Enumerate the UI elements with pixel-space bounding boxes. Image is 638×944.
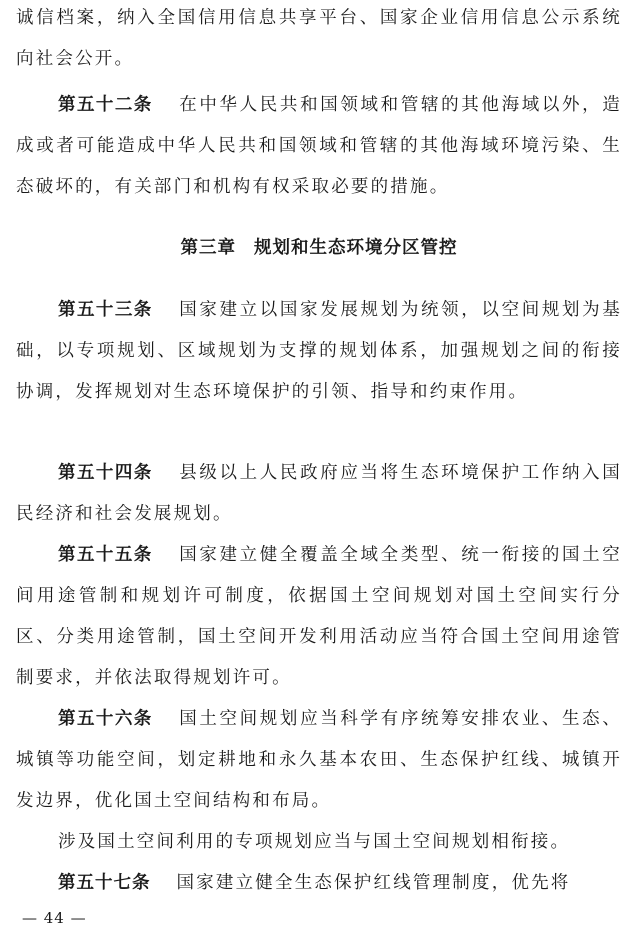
paragraph-intro-continuation (16, 0, 622, 80)
article-number: 第五十六条 (58, 709, 153, 729)
article-57 (16, 863, 622, 904)
paragraph-text: 涉及国土空间利用的专项规划应当与国土空间规划相衔接。 (58, 832, 571, 852)
article-number: 第五十二条 (58, 95, 153, 115)
article-number: 第五十五条 (58, 545, 153, 565)
article-text: 国土空间规划应当科学有序统筹安排农业、生态、城镇等功能空间，划定耕地和永久基本农田、生态保护红线、城镇开发边界，优化国土空间结构和布局。 (16, 709, 623, 811)
article-53 (16, 290, 622, 413)
article-56-continuation (16, 822, 622, 863)
chapter-heading (0, 228, 638, 269)
article-number: 第五十三条 (58, 300, 153, 320)
article-text: 国家建立以国家发展规划为统领，以空间规划为基础，以专项规划、区域规划为支撑的规划体系，加强规划之间的衔接协调，发挥规划对生态环境保护的引领、指导和约束作用。 (16, 300, 623, 402)
chapter-number: 第三章 (180, 238, 236, 258)
page-number: — 44 — (22, 909, 87, 927)
article-text: 国家建立健全生态保护红线管理制度，优先将 (176, 873, 571, 893)
paragraph-text: 诚信档案，纳入全国信用信息共享平台、国家企业信用信息公示系统向社会公开。 (16, 8, 622, 69)
article-text: 国家建立健全覆盖全域全类型、统一衔接的国土空间用途管制和规划许可制度，依据国土空间规划对国土空间实行分区、分类用途管制，国土空间开发利用活动应当符合国土空间用途管制要求，并依法取得规划许可。 (16, 545, 623, 688)
article-text: 在中华人民共和国领域和管辖的其他海域以外，造成或者可能造成中华人民共和国领域和管辖的其他海域环境污染、生态破坏的，有关部门和机构有权采取必要的措施。 (16, 95, 623, 197)
article-number: 第五十七条 (58, 873, 151, 893)
article-text: 县级以上人民政府应当将生态环境保护工作纳入国民经济和社会发展规划。 (16, 463, 623, 524)
article-52 (16, 85, 622, 208)
article-54 (16, 453, 622, 535)
chapter-title: 规划和生态环境分区管控 (254, 238, 458, 258)
article-55 (16, 535, 622, 699)
article-number: 第五十四条 (58, 463, 153, 483)
article-56 (16, 699, 622, 822)
